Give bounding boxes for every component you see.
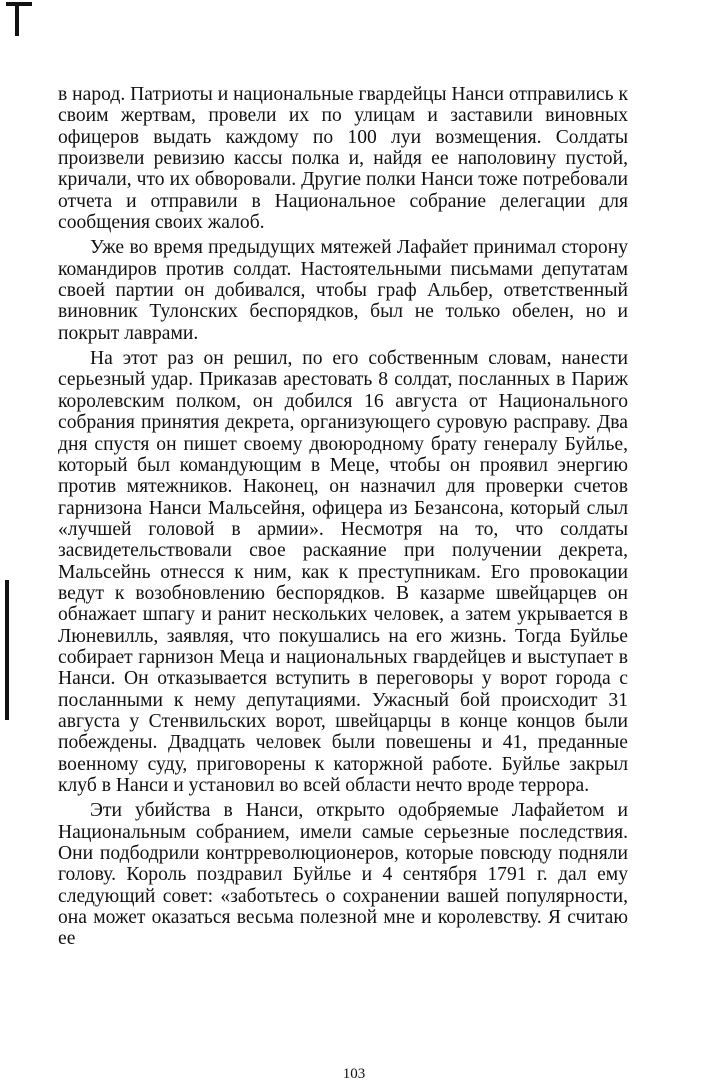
page-body-text <box>58 84 628 950</box>
page-number: 103 <box>342 1066 366 1082</box>
scan-artifact-bar <box>4 580 10 720</box>
paragraph-1: в народ. Патриоты и национальные гвардейцы Нанси отправились к своим жертвам, провели их по улицам и заставили виновных офицеров выдать каждому по 100 луи возмещения. Солдаты произвели ревизию кассы полка и, найдя ее наполовину пустой, кричали, что их обворовали. Другие полки Нанси тоже потребовали отчета и отправили в Национальное собрание делегации для сообщения своих жалоб. <box>58 84 628 234</box>
scan-artifact-mark <box>6 0 32 36</box>
paragraph-3: На этот раз он решил, по его собственным словам, нанести серьезный удар. Приказав арестовать 8 солдат, посланных в Париж королевским полком, он добился 16 августа от Национального собрания принятия декрета, организующего суровую расправу. Два дня спустя он пишет своему двоюродному брату генералу Буйльe, который был командующим в Меце, чтобы он проявил энергию против мятежников. Наконец, он назначил для проверки счетов гарнизона Нанси Мальсейня, офицера из Безансона, который слыл «лучшей головой в армии». Несмотря на то, что солдаты засвидетельствовали свое раскаяние при получении декрета, Мальсейнь отнесся к ним, как к преступникам. Его провокации ведут к возобновлению беспорядков. В казарме швейцарцев он обнажает шпагу и ранит нескольких человек, а затем укрывается в Люневилль, заявляя, что покушались на его жизнь. Тогда Буйльe собирает гарнизон Меца и национальных гвардейцев и выступает в Нанси. Он отказывается вступить в переговоры у ворот города с посланными к нему депутациями. Ужасный бой происходит 31 августа у Стенвильских ворот, швейцарцы в конце концов были побеждены. Двадцать человек были повешены и 41, преданные военному суду, приговорены к каторжной работе. Буйльe закрыл клуб в Нанси и установил во всей области нечто вроде террора. <box>58 348 628 796</box>
paragraph-2: Уже во время предыдущих мятежей Лафайет принимал сторону командиров против солдат. Настоятельными письмами депутатам своей партии он добивался, чтобы граф Альбер, ответственный виновник Тулонских беспорядков, был не только обелен, но и покрыт лаврами. <box>58 237 628 344</box>
paragraph-4: Эти убийства в Нанси, открыто одобряемые Лафайетом и Национальным собранием, имели самые серьезные последствия. Они подбодрили контрреволюционеров, которые повсюду подняли голову. Король поздравил Буйльe и 4 сентября 1791 г. дал ему следующий совет: «заботьтесь о сохранении вашей популярности, она может оказаться весьма полезной мне и королевству. Я считаю ее <box>58 800 628 950</box>
